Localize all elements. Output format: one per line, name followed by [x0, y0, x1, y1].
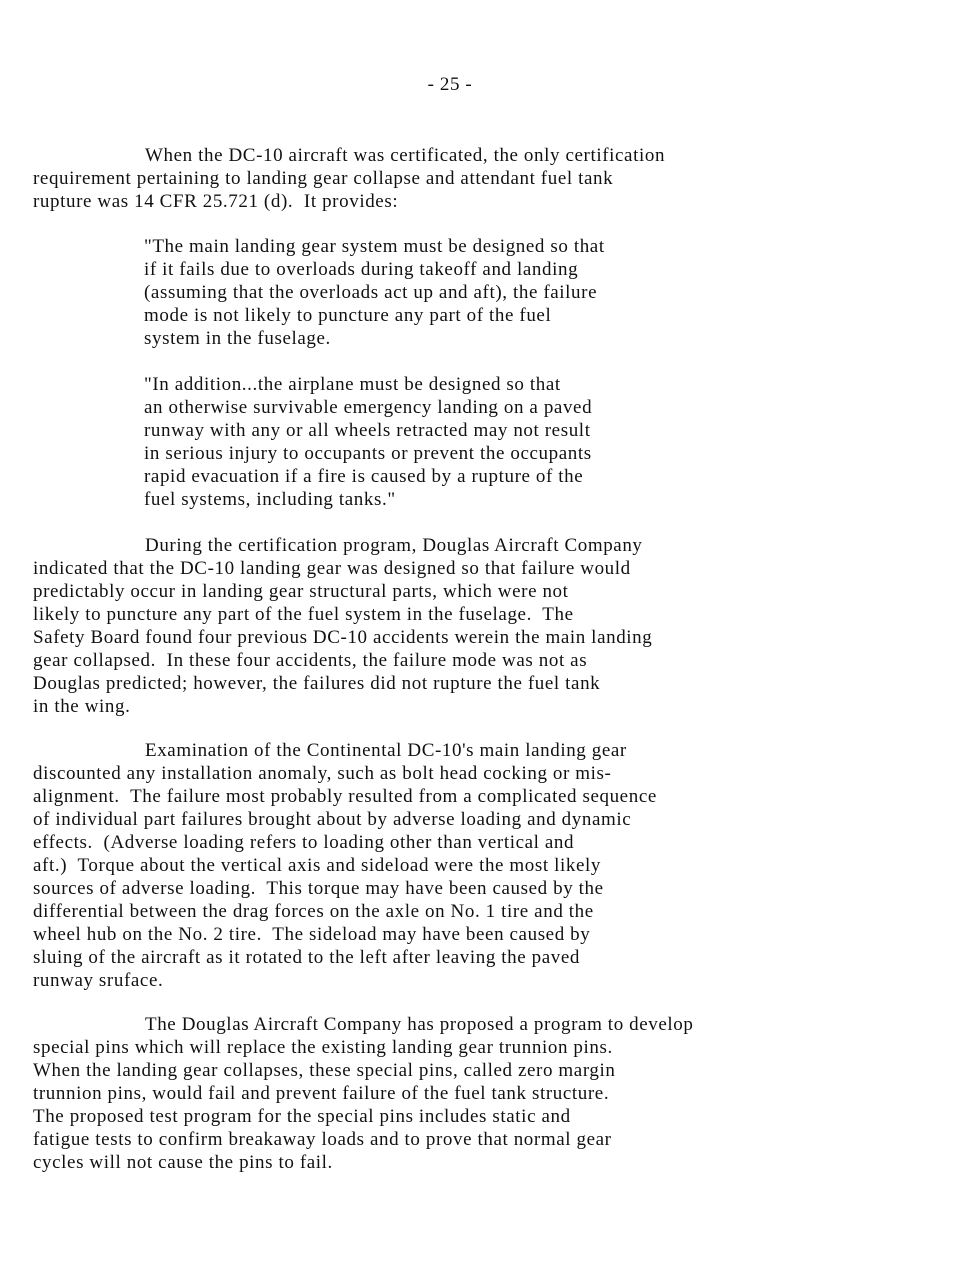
text-line: of individual part failures brought about by adverse loading and dynamic: [33, 809, 632, 830]
text-line: runway with any or all wheels retracted may not result: [144, 420, 591, 441]
text-line: aft.) Torque about the vertical axis and sideload were the most likely: [33, 855, 602, 876]
quote-emergency-landing-requirement: [144, 373, 844, 511]
paragraph-examination: [33, 739, 883, 992]
text-line: runway sruface.: [33, 970, 164, 991]
paragraph-special-pins: [33, 1013, 883, 1174]
text-line: sluing of the aircraft as it rotated to the left after leaving the paved: [33, 947, 581, 968]
text-line: special pins which will replace the existing landing gear trunnion pins.: [33, 1037, 613, 1058]
text-line: requirement pertaining to landing gear collapse and attendant fuel tank: [33, 168, 614, 189]
text-line: "The main landing gear system must be designed so that: [144, 236, 605, 257]
text-line: differential between the drag forces on the axle on No. 1 tire and the: [33, 901, 594, 922]
text-line: The proposed test program for the special pins includes static and: [33, 1106, 571, 1127]
text-line: Safety Board found four previous DC-10 accidents werein the main landing: [33, 627, 653, 648]
text-line: effects. (Adverse loading refers to loading other than vertical and: [33, 832, 575, 853]
text-line: rapid evacuation if a fire is caused by a rupture of the: [144, 466, 584, 487]
text-line: (assuming that the overloads act up and aft), the failure: [144, 282, 598, 303]
text-line: trunnion pins, would fail and prevent failure of the fuel tank structure.: [33, 1083, 610, 1104]
text-line: an otherwise survivable emergency landing on a paved: [144, 397, 593, 418]
page-number: - 25 -: [427, 74, 473, 95]
text-line: alignment. The failure most probably resulted from a complicated sequence: [33, 786, 657, 807]
text-line: When the DC-10 aircraft was certificated, the only certification: [145, 145, 666, 166]
text-line: "In addition...the airplane must be designed so that: [144, 374, 561, 395]
paragraph-certification: [33, 144, 883, 213]
text-line: wheel hub on the No. 2 tire. The sideload may have been caused by: [33, 924, 591, 945]
text-line: Examination of the Continental DC-10's main landing gear: [145, 740, 627, 761]
paragraph-certification-program: [33, 534, 883, 718]
text-line: Douglas predicted; however, the failures did not rupture the fuel tank: [33, 673, 601, 694]
text-line: mode is not likely to puncture any part of the fuel: [144, 305, 552, 326]
text-line: if it fails due to overloads during takeoff and landing: [144, 259, 579, 280]
quote-main-gear-requirement: [144, 235, 844, 350]
text-line: fuel systems, including tanks.": [144, 489, 396, 510]
text-line: predictably occur in landing gear structural parts, which were not: [33, 581, 569, 602]
text-line: sources of adverse loading. This torque may have been caused by the: [33, 878, 604, 899]
text-line: The Douglas Aircraft Company has proposed a program to develop: [145, 1014, 694, 1035]
text-line: in the wing.: [33, 696, 131, 717]
text-line: When the landing gear collapses, these special pins, called zero margin: [33, 1060, 616, 1081]
text-line: During the certification program, Douglas Aircraft Company: [145, 535, 643, 556]
text-line: gear collapsed. In these four accidents, the failure mode was not as: [33, 650, 588, 671]
text-line: discounted any installation anomaly, such as bolt head cocking or mis-: [33, 763, 612, 784]
text-line: cycles will not cause the pins to fail.: [33, 1152, 333, 1173]
text-line: likely to puncture any part of the fuel system in the fuselage. The: [33, 604, 574, 625]
text-line: fatigue tests to confirm breakaway loads and to prove that normal gear: [33, 1129, 612, 1150]
text-line: in serious injury to occupants or prevent the occupants: [144, 443, 592, 464]
text-line: rupture was 14 CFR 25.721 (d). It provides:: [33, 191, 399, 212]
text-line: system in the fuselage.: [144, 328, 331, 349]
text-line: indicated that the DC-10 landing gear was designed so that failure would: [33, 558, 631, 579]
